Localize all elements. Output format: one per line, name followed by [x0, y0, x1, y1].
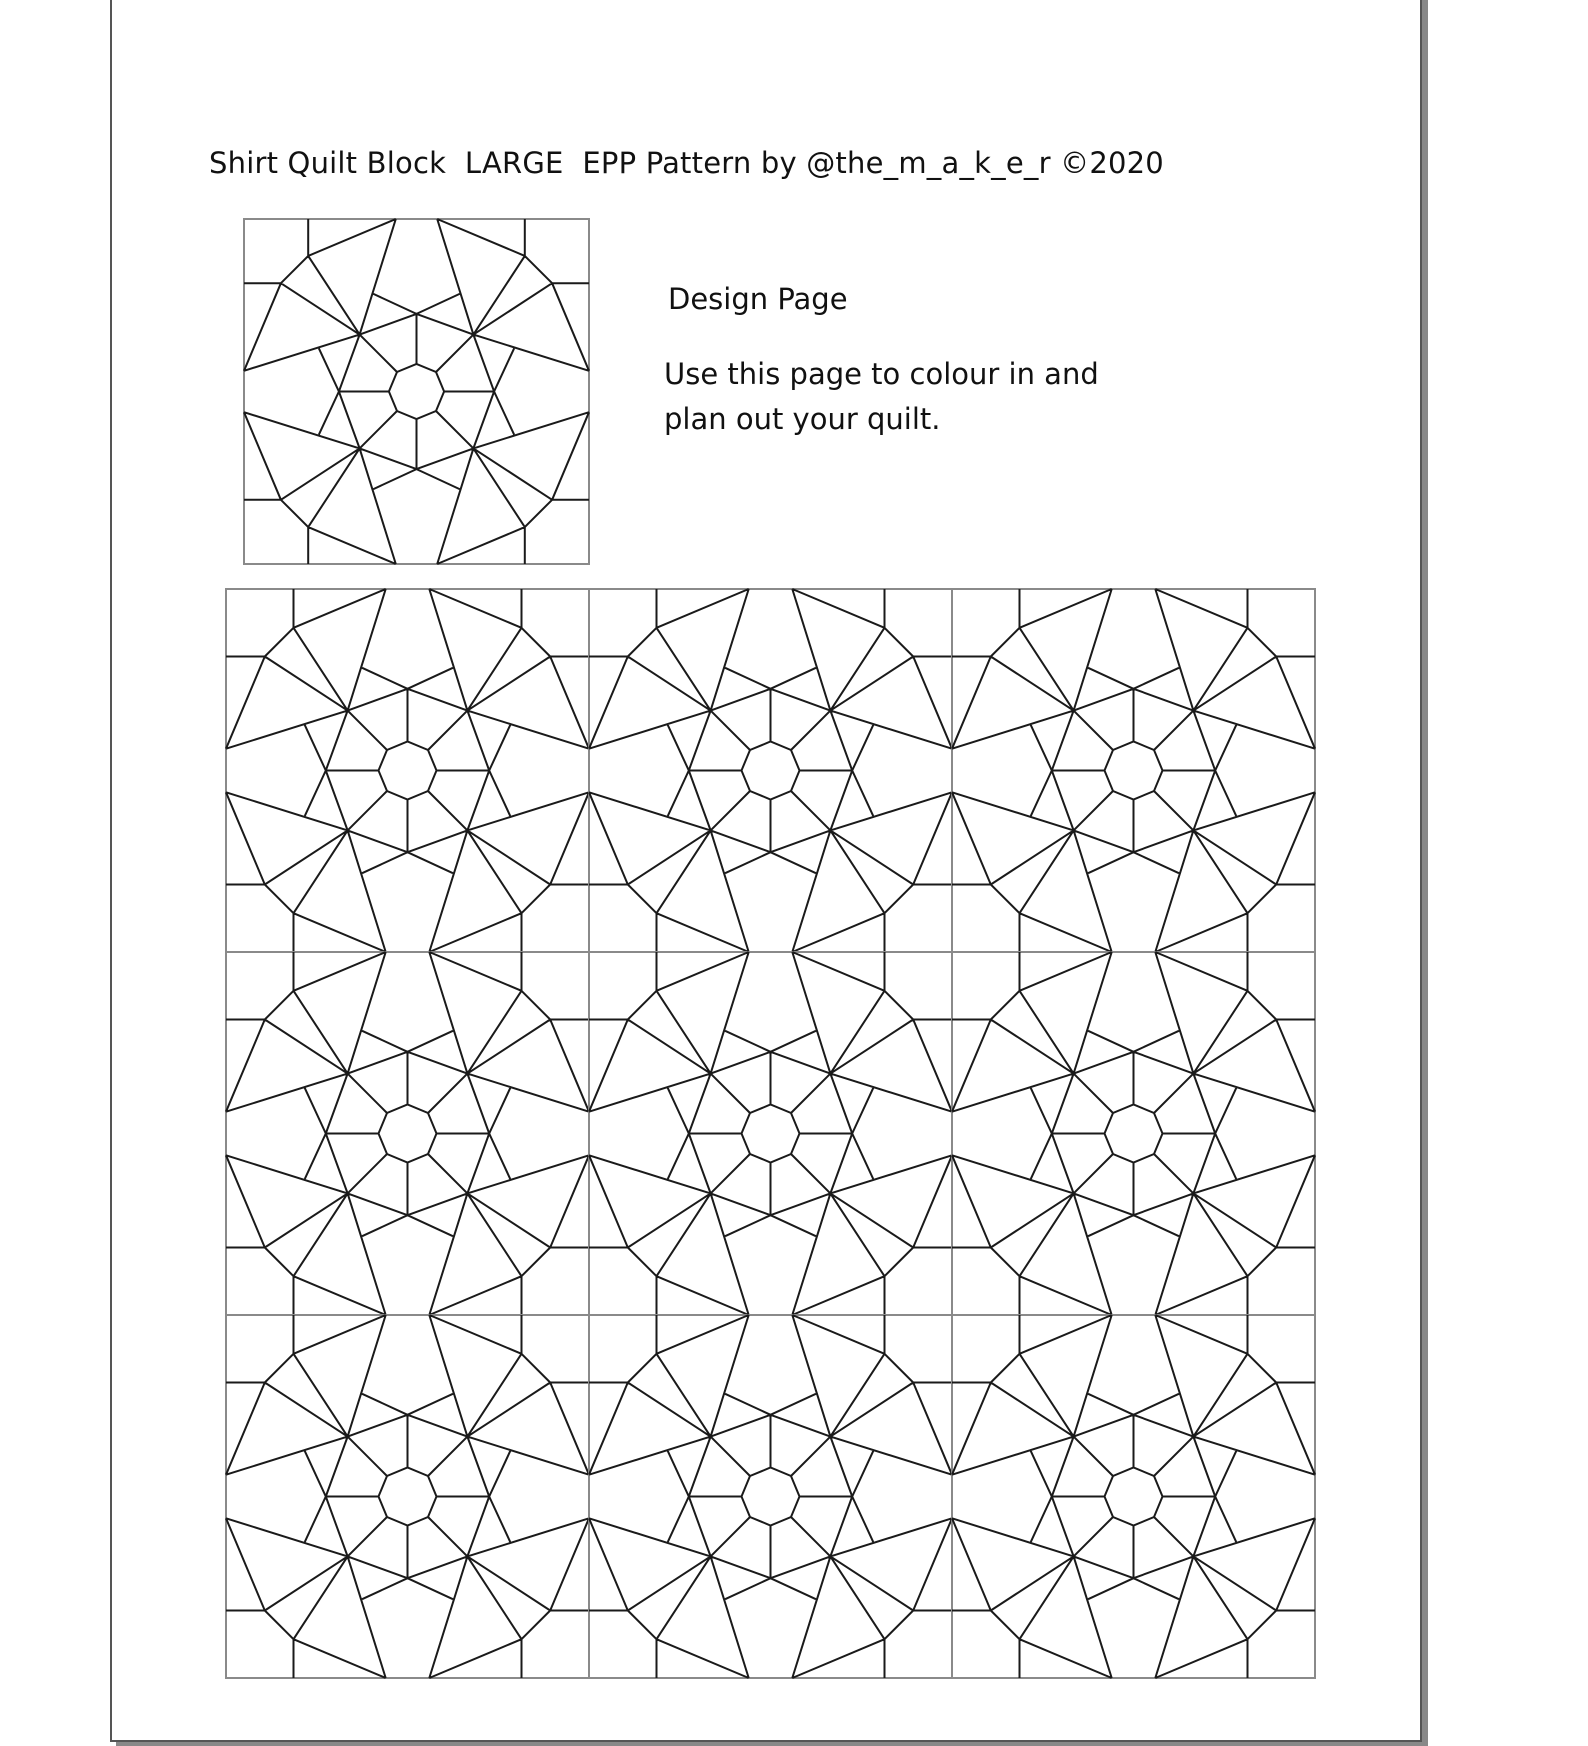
quilt-block	[589, 589, 952, 952]
block-border	[226, 589, 589, 952]
instructions-text	[664, 352, 1364, 442]
block-pattern-lines	[589, 589, 952, 952]
block-border	[589, 589, 952, 952]
block-pattern-lines	[589, 1315, 952, 1678]
block-pattern-lines	[952, 1315, 1315, 1678]
quilt-block	[226, 1315, 589, 1678]
block-border	[226, 1315, 589, 1678]
quilt-layout-grid	[225, 588, 1319, 1682]
center-octagon	[389, 364, 444, 419]
center-octagon	[1105, 742, 1163, 800]
block-pattern-lines	[589, 952, 952, 1315]
block-border	[226, 952, 589, 1315]
block-border	[589, 1315, 952, 1678]
center-octagon	[1105, 1468, 1163, 1526]
single-block-diagram	[243, 218, 591, 566]
block-border	[952, 1315, 1315, 1678]
center-octagon	[379, 1105, 437, 1163]
center-octagon	[742, 742, 800, 800]
block-border	[952, 952, 1315, 1315]
instructions-line: plan out your quilt.	[664, 402, 941, 436]
block-border	[589, 952, 952, 1315]
block-pattern-lines	[952, 952, 1315, 1315]
center-octagon	[742, 1105, 800, 1163]
page-title: Shirt Quilt Block LARGE EPP Pattern by @the_m_a_k_e_r ©2020	[209, 146, 1164, 180]
design-page-heading: Design Page	[668, 282, 848, 316]
quilt-block	[589, 1315, 952, 1678]
quilt-block	[226, 589, 589, 952]
center-octagon	[379, 1468, 437, 1526]
block-pattern-lines	[226, 1315, 589, 1678]
instructions-line: Use this page to colour in and	[664, 357, 1099, 391]
quilt-block	[226, 952, 589, 1315]
block-border	[952, 589, 1315, 952]
center-octagon	[1105, 1105, 1163, 1163]
block-pattern-lines	[226, 589, 589, 952]
block-pattern-lines	[226, 952, 589, 1315]
quilt-block	[952, 952, 1315, 1315]
quilt-block	[952, 589, 1315, 952]
quilt-block	[952, 1315, 1315, 1678]
block-pattern-lines	[952, 589, 1315, 952]
quilt-block	[589, 952, 952, 1315]
quilt-block	[244, 219, 589, 564]
center-octagon	[742, 1468, 800, 1526]
center-octagon	[379, 742, 437, 800]
block-pattern-lines	[244, 219, 589, 564]
block-border	[244, 219, 589, 564]
